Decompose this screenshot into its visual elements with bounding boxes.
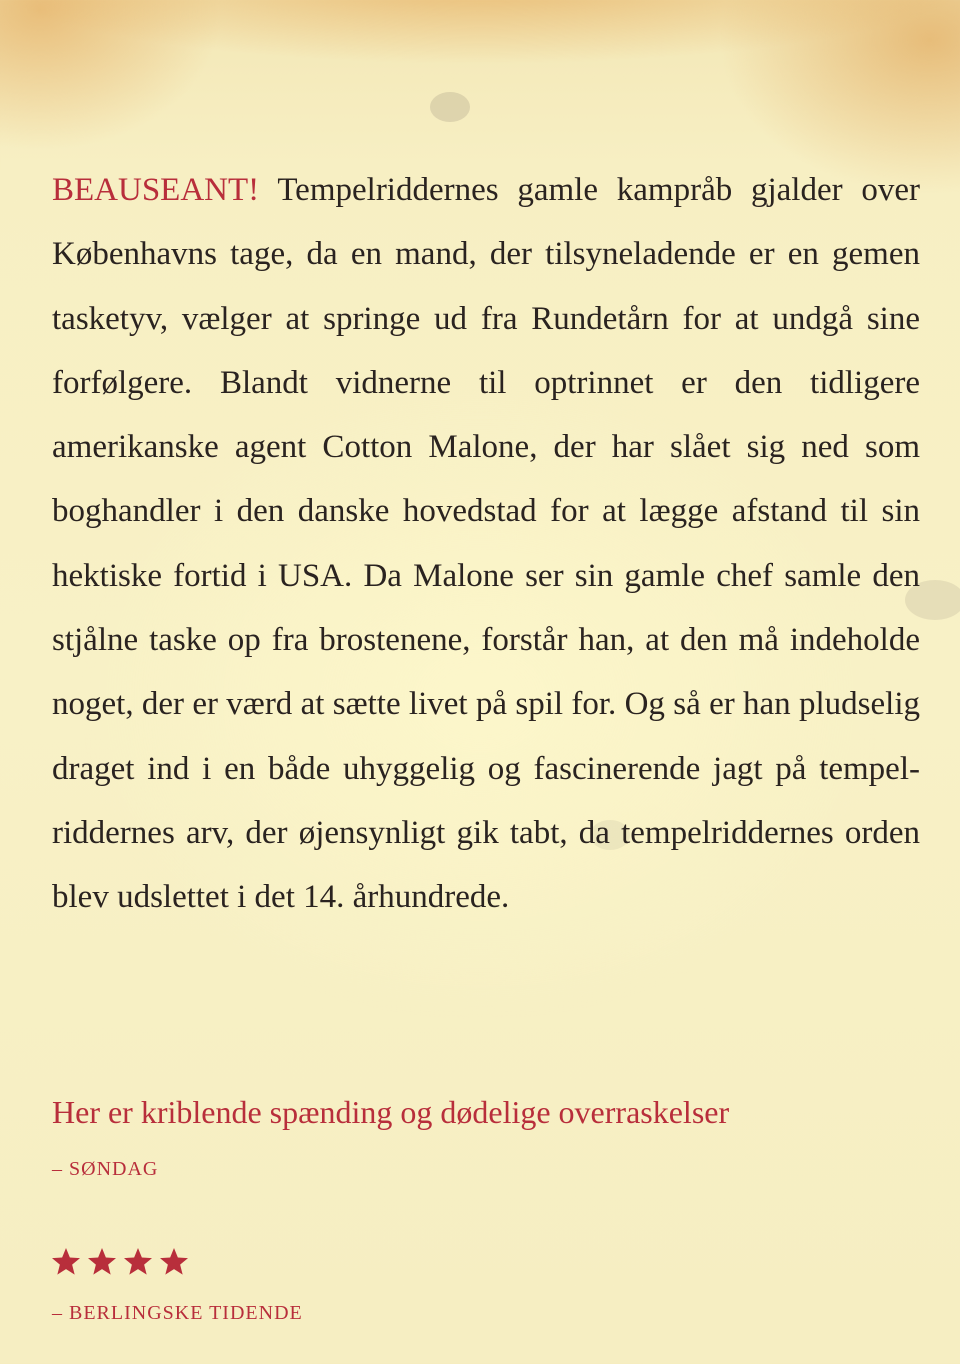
star-icon — [50, 1246, 82, 1278]
blurb-text: Tempelriddernes gamle kampråb gjalder over Københavns tage, da en mand, der tilsyneladende er en gemen tasketyv, vælger at springe ud fra Rundetårn for at undgå sine forfølgere. Blandt vidnerne til optrinnet er den tidligere amerikanske agent Cotton Malone, der har slået sig ned som boghandler i den danske hovedstad for at lægge afstand til sin hektiske fortid i USA. Da Malone ser sin gamle chef samle den stjålne taske op fra brostenene, forstår han, at den må indeholde noget, der er værd at sætte livet på spil for. Og så er han pludselig draget ind i en både uhyggelig og fascinerende jagt på tempelriddernes arv, der øjensynligt gik tabt, da tempelriddernes orden blev udslettet i det 14. århundrede. — [52, 172, 920, 916]
review-star-rating — [50, 1246, 190, 1278]
review-source-berlingske: – BERLINGSKE TIDENDE — [52, 1302, 303, 1324]
star-icon — [122, 1246, 154, 1278]
blurb-paragraph — [52, 158, 920, 930]
review-quote: Her er kriblende spænding og dødelige overraskelser — [52, 1094, 730, 1130]
paper-stain — [430, 92, 470, 122]
star-icon — [86, 1246, 118, 1278]
blurb-exclamation: BEAUSEANT! — [52, 172, 260, 208]
review-source-sondag: – SØNDAG — [52, 1158, 159, 1180]
star-icon — [158, 1246, 190, 1278]
